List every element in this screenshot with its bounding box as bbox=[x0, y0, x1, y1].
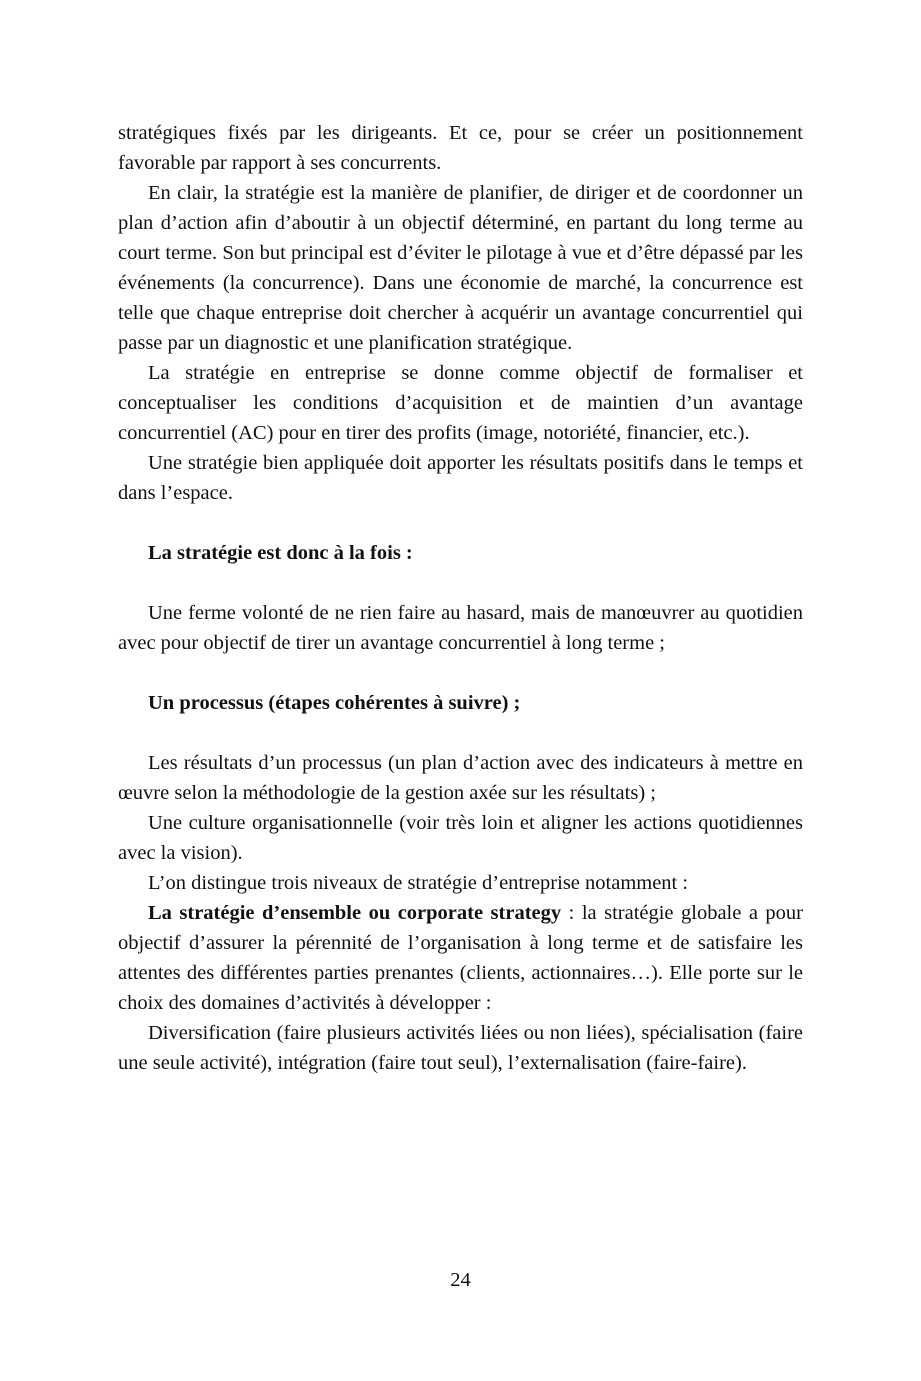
heading-process: Un processus (étapes cohérentes à suivre) ; bbox=[148, 692, 521, 714]
paragraph-corporate-strategy bbox=[118, 898, 803, 1018]
paragraph-strategy-results: Une stratégie bien appliquée doit apporter les résultats positifs dans le temps et dans l’espace. bbox=[118, 452, 803, 504]
page-body bbox=[118, 118, 803, 1078]
paragraph-three-levels: L’on distingue trois niveaux de stratégie d’entreprise notamment : bbox=[148, 872, 689, 894]
page-number: 24 bbox=[450, 1269, 471, 1291]
paragraph-continuation: stratégiques fixés par les dirigeants. Et ce, pour se créer un positionnement favorable par rapport à ses concurrents. bbox=[118, 122, 803, 174]
term-corporate-strategy: La stratégie d’ensemble ou corporate strategy bbox=[148, 902, 562, 924]
corporate-strategy-description: : la stratégie globale a pour objectif d’assurer la pérennité de l’organisation à long terme et de satisfaire les attentes des différentes parties prenantes (clients, actionnaires…). Elle porte sur le choix des domaines d’activités à développer : bbox=[118, 902, 803, 1014]
paragraph-strategy-objective: La stratégie en entreprise se donne comme objectif de formaliser et conceptualiser les conditions d’acquisition et de maintien d’un avantage concurrentiel (AC) pour en tirer des profits (image, notoriété, financier, etc.). bbox=[118, 362, 803, 444]
paragraph-strategy-definition: En clair, la stratégie est la manière de planifier, de diriger et de coordonner un plan d’action afin d’aboutir à un objectif déterminé, en partant du long terme au court terme. Son but principal est d’éviter le pilotage à vue et d’être dépassé par les événements (la concurrence). Dans une économie de marché, la concurrence est telle que chaque entreprise doit chercher à acquérir un avantage concurrentiel qui passe par un diagnostic et une planification stratégique. bbox=[118, 182, 803, 354]
heading-strategy-is: La stratégie est donc à la fois : bbox=[148, 542, 413, 564]
paragraph-diversification: Diversification (faire plusieurs activités liées ou non liées), spécialisation (faire une seule activité), intégration (faire tout seul), l’externalisation (faire-faire). bbox=[118, 1022, 803, 1074]
paragraph-process-results: Les résultats d’un processus (un plan d’action avec des indicateurs à mettre en œuvre selon la méthodologie de la gestion axée sur les résultats) ; bbox=[118, 752, 803, 804]
paragraph-firm-will: Une ferme volonté de ne rien faire au hasard, mais de manœuvrer au quotidien avec pour objectif de tirer un avantage concurrentiel à long terme ; bbox=[118, 602, 803, 654]
paragraph-organizational-culture: Une culture organisationnelle (voir très loin et aligner les actions quotidiennes avec la vision). bbox=[118, 812, 803, 864]
